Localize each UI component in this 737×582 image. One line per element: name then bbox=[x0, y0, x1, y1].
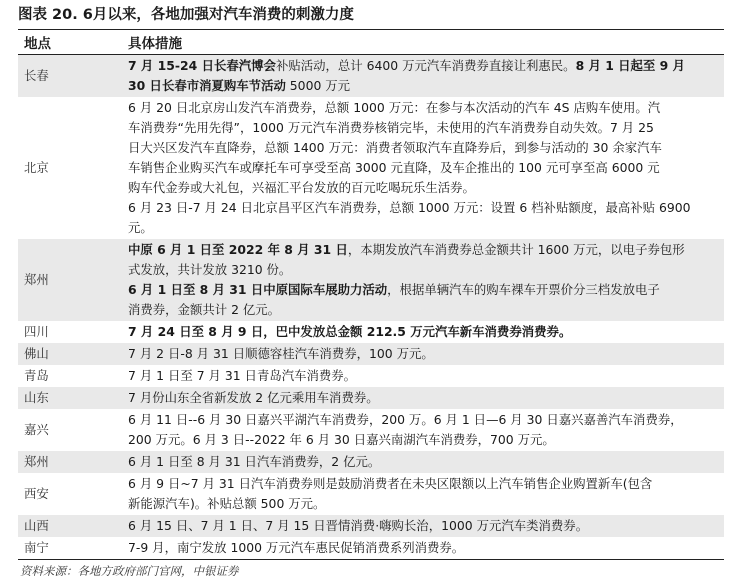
region-cell: 嘉兴 bbox=[24, 422, 49, 437]
measure-line bbox=[128, 218, 718, 238]
measure-line bbox=[128, 300, 718, 320]
measure-line bbox=[128, 388, 718, 408]
region-cell: 长春 bbox=[18, 55, 122, 98]
region-cell: 北京 bbox=[24, 160, 49, 175]
bold-text: 6 月 1 日至 8 月 31 日中原国际车展助力活动 bbox=[128, 282, 388, 297]
text-segment: 7 月 2 日-8 月 31 日顺德容桂汽车消费券，100 万元。 bbox=[128, 346, 434, 361]
measure-line bbox=[128, 76, 718, 96]
region-cell: 南宁 bbox=[24, 540, 49, 555]
measures-cell bbox=[122, 343, 724, 365]
measure-line bbox=[128, 56, 718, 76]
text-segment: 7-9 月，南宁发放 1000 万元汽车惠民促销消费系列消费券。 bbox=[128, 540, 465, 555]
measure-line bbox=[128, 198, 718, 218]
table-row bbox=[18, 387, 724, 409]
measure-line bbox=[128, 158, 718, 178]
region-cell: 四川 bbox=[24, 324, 49, 339]
measure-line bbox=[128, 344, 718, 364]
measure-line bbox=[128, 178, 718, 198]
text-segment: 购车代金券或大礼包，兴福汇平台发放的百元吃喝玩乐生活券。 bbox=[128, 180, 475, 195]
text-segment: 6 月 1 日至 8 月 31 日汽车消费券，2 亿元。 bbox=[128, 454, 381, 469]
measure-line bbox=[128, 366, 718, 386]
table-row bbox=[18, 55, 724, 98]
measure-line bbox=[128, 260, 718, 280]
measures-cell bbox=[122, 97, 724, 239]
text-segment: 式发放，共计发放 3210 份。 bbox=[128, 262, 292, 277]
measure-line bbox=[128, 452, 718, 472]
measure-line bbox=[128, 280, 718, 300]
table-row bbox=[18, 365, 724, 387]
text-segment: 7 月份山东全省新发放 2 亿元乘用车消费券。 bbox=[128, 390, 379, 405]
text-segment: 新能源汽车)。补贴总额 500 万元。 bbox=[128, 496, 326, 511]
measures-cell bbox=[122, 239, 724, 321]
text-segment: 车销售企业购买汽车或摩托车可享受至高 3000 元直降，及车企推出的 100 元可享至高 6000 元 bbox=[128, 160, 660, 175]
measures-cell bbox=[122, 537, 724, 559]
measures-cell bbox=[122, 409, 724, 451]
region-cell: 佛山 bbox=[18, 343, 122, 365]
measures-cell bbox=[122, 321, 724, 343]
measure-line bbox=[128, 118, 718, 138]
bold-text: 30 日长春市消夏购车节活动 bbox=[128, 78, 286, 93]
region-cell: 郑州 bbox=[18, 239, 122, 321]
figure-title: 图表 20. 6月以来，各地加强对汽车消费的刺激力度 bbox=[18, 0, 724, 30]
header-measures: 具体措施 bbox=[122, 30, 724, 55]
table-row bbox=[18, 97, 724, 239]
text-segment: 车消费券“先用先得”，1000 万元汽车消费券核销完毕，未使用的汽车消费券自动失效。7 月 25 bbox=[128, 120, 654, 135]
region-cell: 山东 bbox=[18, 387, 122, 409]
text-segment: 6 月 23 日-7 月 24 日北京昌平区汽车消费券，总额 1000 万元：设置 6 档补贴额度，最高补贴 6900 bbox=[128, 200, 691, 215]
measure-line bbox=[128, 240, 718, 260]
table-row bbox=[18, 239, 724, 321]
bold-text: 中原 6 月 1 日至 2022 年 8 月 31 日 bbox=[128, 242, 348, 257]
measure-line bbox=[128, 138, 718, 158]
region-cell: 郑州 bbox=[18, 451, 122, 473]
table-row bbox=[18, 473, 724, 515]
measure-line bbox=[128, 430, 718, 450]
table-body bbox=[18, 55, 724, 560]
measures-cell bbox=[122, 515, 724, 537]
text-segment: 消费券，金额共计 2 亿元。 bbox=[128, 302, 281, 317]
header-region: 地点 bbox=[18, 30, 122, 55]
measures-cell bbox=[122, 55, 724, 98]
text-segment: ，本期发放汽车消费券总金额共计 1600 万元，以电子券包形 bbox=[347, 242, 685, 257]
measure-line bbox=[128, 98, 718, 118]
table-row bbox=[18, 409, 724, 451]
figure bbox=[18, 0, 724, 580]
text-segment: 6 月 15 日、7 月 1 日、7 月 15 日晋情消费·嗨购长治，1000 万元汽车类消费券。 bbox=[128, 518, 589, 533]
text-segment: 5000 万元 bbox=[285, 78, 351, 93]
table-row bbox=[18, 343, 724, 365]
table-row bbox=[18, 515, 724, 537]
text-segment: 200 万元。6 月 3 日--2022 年 6 月 30 日嘉兴南湖汽车消费券，700 万元。 bbox=[128, 432, 555, 447]
measure-line bbox=[128, 410, 718, 430]
region-cell: 青岛 bbox=[24, 368, 49, 383]
table-header-row bbox=[18, 30, 724, 55]
measure-line bbox=[128, 474, 718, 494]
measure-line bbox=[128, 322, 718, 342]
text-segment: ，根据单辆汽车的购车裸车开票价分三档发放电子 bbox=[387, 282, 660, 297]
text-segment: 6 月 20 日北京房山发汽车消费券，总额 1000 万元：在参与本次活动的汽车 4S 店购车使用。汽 bbox=[128, 100, 661, 115]
table-row bbox=[18, 321, 724, 343]
measures-cell bbox=[122, 473, 724, 515]
text-segment: 日大兴区发汽车直降券，总额 1400 万元：消费者领取汽车直降券后，到参与活动的 30 余家汽车 bbox=[128, 140, 662, 155]
measures-cell bbox=[122, 387, 724, 409]
bold-text: 7 月 24 日至 8 月 9 日，巴中发放总金额 212.5 万元汽车新车消费券消费券。 bbox=[128, 324, 572, 339]
text-segment: 补贴活动，总计 6400 万元汽车消费券直接让利惠民。 bbox=[275, 58, 576, 73]
text-segment: 6 月 11 日--6 月 30 日嘉兴平湖汽车消费券，200 万。6 月 1 日—6 月 30 日嘉兴嘉善汽车消费券， bbox=[128, 412, 683, 427]
text-segment: 7 月 1 日至 7 月 31 日青岛汽车消费券。 bbox=[128, 368, 357, 383]
bold-text: 8 月 1 日起至 9 月 bbox=[575, 58, 685, 73]
table-row bbox=[18, 451, 724, 473]
text-segment: 6 月 9 日~7 月 31 日汽车消费券则是鼓励消费者在未央区限额以上汽车销售企业购置新车(包含 bbox=[128, 476, 653, 491]
measure-line bbox=[128, 494, 718, 514]
measure-line bbox=[128, 538, 718, 558]
measures-cell bbox=[122, 451, 724, 473]
measures-cell bbox=[122, 365, 724, 387]
table-row bbox=[18, 537, 724, 559]
text-segment: 元。 bbox=[128, 220, 153, 235]
measures-table bbox=[18, 30, 724, 559]
measure-line bbox=[128, 516, 718, 536]
region-cell: 山西 bbox=[18, 515, 122, 537]
region-cell: 西安 bbox=[24, 486, 49, 501]
bold-text: 7 月 15-24 日长春汽博会 bbox=[128, 58, 276, 73]
source-note: 资料来源：各地方政府部门官网，中银证券 bbox=[20, 564, 239, 578]
